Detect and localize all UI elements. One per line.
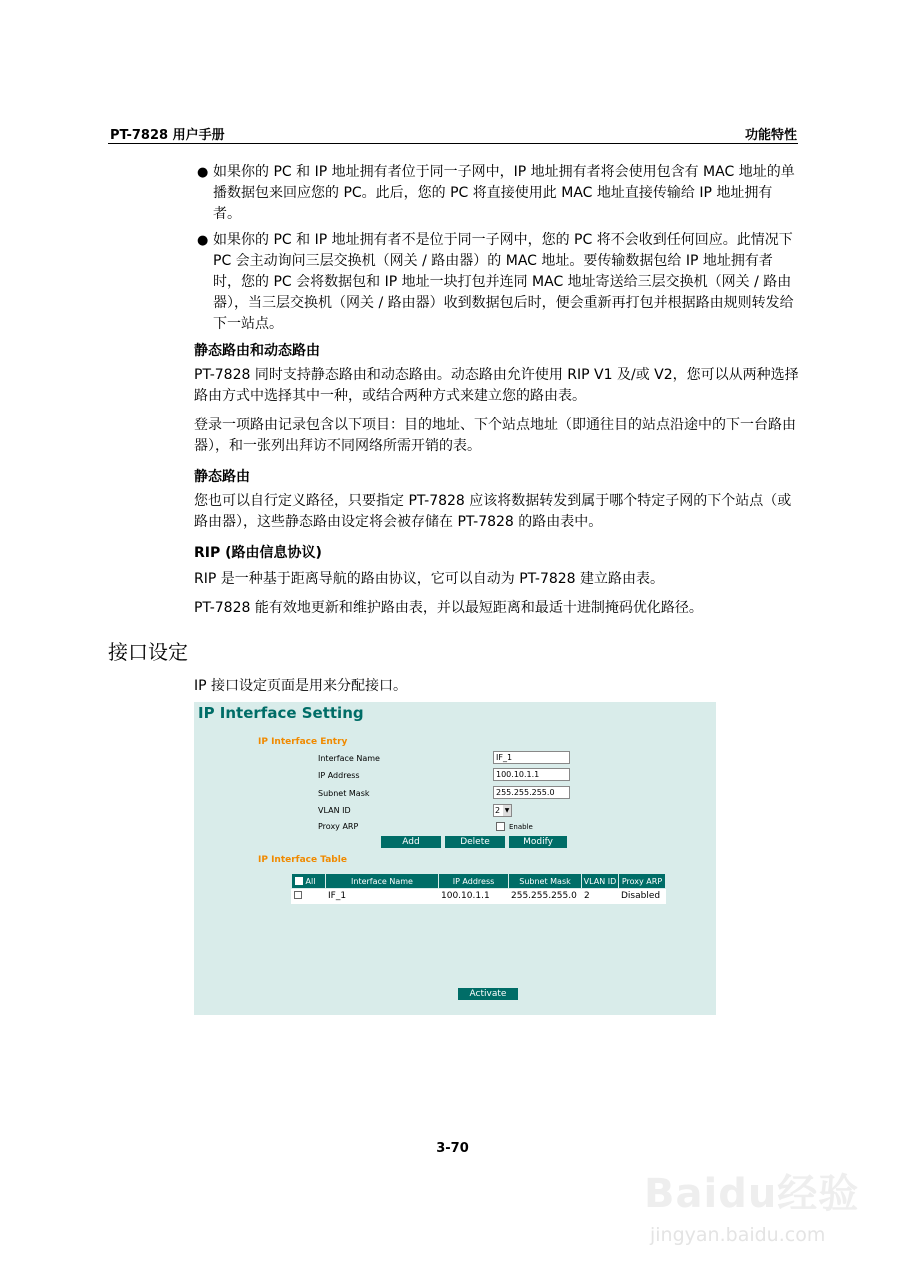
table-cell: 255.255.255.0: [509, 889, 582, 904]
ip-interface-screenshot: [194, 702, 716, 1015]
select-all-checkbox[interactable]: [295, 877, 303, 885]
section-heading-interface: 接口设定: [108, 640, 188, 664]
table-cell: 2: [582, 889, 619, 904]
interface-name-label: Interface Name: [318, 754, 380, 763]
list-item: [190, 162, 800, 225]
column-header: Interface Name: [326, 874, 439, 889]
paragraph: PT-7828 同时支持静态路由和动态路由。动态路由允许使用 RIP V1 及/或 V2，您可以从两种选择路由方式中选择其中一种，或结合两种方式来建立您的路由表。: [194, 367, 799, 404]
header-manual-title: PT-7828 用户手册: [110, 128, 225, 143]
entry-section-title: IP Interface Entry: [258, 737, 348, 747]
table-section-title: IP Interface Table: [258, 855, 347, 865]
column-header: VLAN ID: [582, 874, 619, 889]
proxy-arp-checkbox[interactable]: [496, 822, 505, 831]
activate-button[interactable]: Activate: [458, 988, 518, 1000]
baidu-watermark: [640, 1142, 860, 1272]
page-number: 3-70: [436, 1141, 469, 1156]
modify-button[interactable]: Modify: [509, 836, 567, 848]
vlan-id-value: 2: [495, 806, 501, 815]
screenshot-title: IP Interface Setting: [198, 704, 364, 722]
delete-button[interactable]: Delete: [445, 836, 505, 848]
ip-address-input[interactable]: 100.10.1.1: [493, 768, 570, 781]
column-header: IP Address: [439, 874, 509, 889]
ip-interface-table: [291, 873, 666, 904]
vlan-id-label: VLAN ID: [318, 806, 351, 815]
paragraph: PT-7828 能有效地更新和维护路由表，并以最短距离和最适十进制掩码优化路径。: [194, 600, 703, 616]
subheading-static: 静态路由: [194, 469, 250, 485]
select-all-header[interactable]: [292, 874, 326, 889]
header-rule: [108, 143, 798, 144]
bullet-dot-icon: ●: [197, 233, 209, 248]
table-cell: 100.10.1.1: [439, 889, 509, 904]
column-header: Subnet Mask: [509, 874, 582, 889]
proxy-arp-label: Proxy ARP: [318, 822, 359, 831]
vlan-id-select[interactable]: [493, 804, 512, 817]
row-checkbox-cell[interactable]: [292, 889, 326, 904]
table-cell: Disabled: [619, 889, 666, 904]
select-all-label: All: [305, 876, 316, 886]
chevron-down-icon: ▼: [504, 807, 510, 814]
header-chapter-title: 功能特性: [744, 128, 797, 143]
table-header-row: [292, 874, 666, 889]
bullet-text: 如果你的 PC 和 IP 地址拥有者位于同一子网中，IP 地址拥有者将会使用包含有 MAC 地址的单播数据包来回应您的 PC。此后，您的 PC 将直接使用此 MAC 地址直接传输给 IP 地址拥有者。: [213, 164, 795, 222]
add-button[interactable]: Add: [381, 836, 441, 848]
paragraph: 登录一项路由记录包含以下项目：目的地址、下个站点地址（即通往目的站点沿途中的下一台路由器），和一张列出拜访不同网络所需开销的表。: [194, 417, 796, 454]
paragraph: IP 接口设定页面是用来分配接口。: [194, 678, 408, 694]
subheading-static-dynamic: 静态路由和动态路由: [194, 343, 320, 359]
list-item: [190, 230, 800, 335]
paragraph: RIP 是一种基于距离导航的路由协议，它可以自动为 PT-7828 建立路由表。: [194, 571, 665, 587]
baidu-logo: Baidu经验: [644, 1171, 860, 1217]
paragraph: 您也可以自行定义路径，只要指定 PT-7828 应该将数据转发到属于哪个特定子网的下个站点（或路由器），这些静态路由设定将会被存储在 PT-7828 的路由表中。: [194, 493, 792, 530]
proxy-arp-enable-label: Enable: [509, 823, 533, 831]
column-header: Proxy ARP: [619, 874, 666, 889]
table-cell: IF_1: [326, 889, 439, 904]
bullet-list: [190, 162, 800, 340]
subheading-rip: RIP (路由信息协议): [194, 545, 322, 561]
bullet-text: 如果你的 PC 和 IP 地址拥有者不是位于同一子网中，您的 PC 将不会收到任何回应。此情况下 PC 会主动询问三层交换机（网关 / 路由器）的 MAC 地址。要传输数据包给 IP 地址拥有者时，您的 PC 会将数据包和 IP 地址一块打包并连同 MAC 地址寄送给三层交换机（网关 / 路由器），当三层交换机（网关 / 路由器）收到数据包后时，便会重新再打包并根据路由规则转发给下一站点。: [213, 232, 794, 332]
interface-name-input[interactable]: IF_1: [493, 751, 570, 764]
watermark-url: jingyan.baidu.com: [650, 1224, 826, 1246]
ip-address-label: IP Address: [318, 771, 360, 780]
row-checkbox[interactable]: [294, 891, 302, 899]
table-row[interactable]: [292, 889, 666, 904]
subnet-mask-input[interactable]: 255.255.255.0: [493, 786, 570, 799]
bullet-dot-icon: ●: [197, 165, 209, 180]
subnet-mask-label: Subnet Mask: [318, 789, 370, 798]
